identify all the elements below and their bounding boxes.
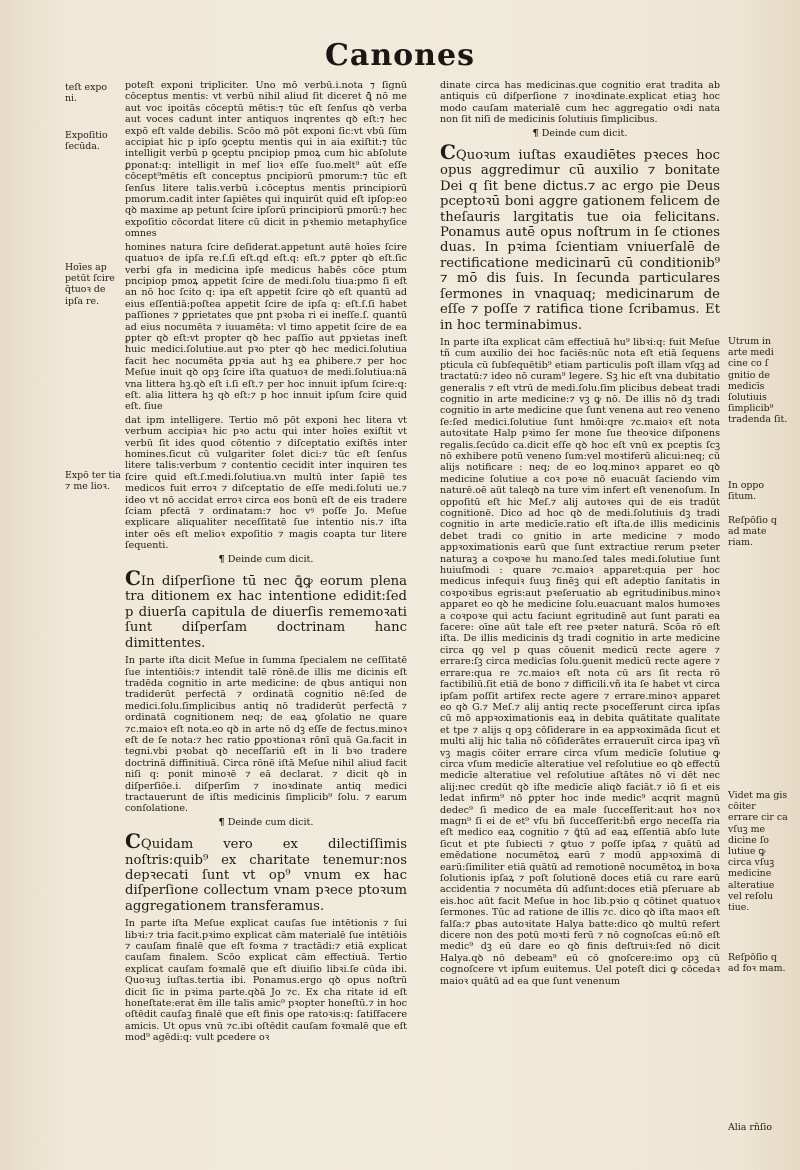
paragraph-mark-icon: ¶	[218, 816, 225, 828]
margin-note: Utrum in arte medi cine co ſ gnitio de medicīs ſolutiuis ſimplicib⁹ tradenda ſit.	[728, 336, 788, 426]
section-lemma: CQuidam vero ex dilectiſſimis noſtris:quib⁹ ex charitate tenemur:nos depꝛecati ſunt vt op⁹ vnum ex hac diſperſione collectum vnam pꝛece ptoꝛum aggregationem transferamus.	[125, 829, 407, 914]
margin-note: Reſpōſio q ad mate riam.	[728, 515, 777, 549]
paragraph: dinate circa has medicinas.que cognitio erat tradita ab antiquis cū diſperſione ⁊ inoꝛdinate.explicat etiaꝫ hoc modo cauſam materialē cum hec aggregatio oꝛdi nata non ſit niſi de medicinis ſolutiuis ſimplicibus.	[440, 80, 720, 126]
initial-letter: C	[125, 829, 141, 854]
margin-note: Expoſitio ſecūda.	[65, 130, 108, 153]
initial-letter: C	[125, 566, 141, 591]
section-lemma: CIn diſperſione tū nec ꝗ̄ꝙ eorum plena tra ditionem ex hac intentione edidit:ſed p diuerſa capitula de diuerſis rememoꝛati ſunt diſperſam doctrinam hanc dimittentes.	[125, 566, 407, 651]
right-text-column	[440, 80, 720, 1152]
margin-note: Reſpōſio q ad foꝛ mam.	[728, 952, 786, 975]
section-cue: Deinde cum dicit.	[227, 816, 314, 828]
paragraph: homines natura ſcire deſiderat.appetunt autē hoīes ſcire quatuoꝛ de ipſa re.ſ.ſi eſt.qd eſt.q: eſt.⁊ ꝑpter qꝺ eſt.ſic verbi gfa in medicina ipſe medicus habēs cōce ptum pncipiop pmoꝝ appetit ſcire de medi.ſolu tiua:pmo ſi eſt an nō hoc ſcito q: ipa eſt appetit ſcire qꝺ eſt quantū ad eius eſſentiā:poſtea appetit ſcire de ipſa q: eſt.ſ.ſi habet paſſiones ⁊ ꝑprietates que pnt pꝛoba ri ei ineſſe.ſ. quantū ad eius nocumēta ⁊ iuuamēta: vl timo appetit ſcire de ea ꝑpter qꝺ eſt:vt propter qꝺ hec paſſio aut ꝑpꝛietas ineſt huic medici.ſolutiue.aut pꝛo pter qꝺ hec medici.ſolutiua facit hec nocumēta ꝑpꝛia aut hꝫ ea ꝑhibere.⁊ per hoc Meſue inuit qꝺ opꝫ ſcire iſta quatuoꝛ de medi.ſolutiua:nā vna littera hꝫ.qꝺ eſt i.ſi eſt.⁊ per hoc innuit ipſum ſcire:q: eſt. alia littera hꝫ qꝺ eſt:⁊ p hoc innuit ipſum ſcire quid eſt. ſiue	[125, 241, 407, 413]
initial-letter: C	[440, 140, 456, 165]
section-lemma: CQuoꝛum iuſtas exaudiētes pꝛeces hoc opus aggredimur cū auxilio ⁊ bonitate Dei q ſit bene dictus.⁊ ac ergo pie Deus pceptoꝛū boni aggre gationem felicem de theſauris largitatis tue oia felicitans. Ponamus autē opus noſtrum in ſe ctiones duas. In pꝛima ſcientiam vniuerſalē de rectificatione medicinarū cū conditionib⁹ ⁊ mō dis ſuis. In ſecunda particulares ſermones in vnaquaq; medicinarum de eſſe ⁊ poſſe ⁊ ratifica tione ſcribamus. Et in hoc terminabimus.	[440, 140, 720, 333]
margin-note: Hoīes ap petūt ſcire q̄tuoꝛ de ipſa re.	[65, 262, 115, 307]
section-cue: Deinde cum dicit.	[541, 127, 628, 139]
paragraph-mark-icon: ¶	[218, 553, 225, 565]
page-title: Canones	[325, 38, 475, 73]
left-text-column	[125, 80, 407, 1152]
paragraph: In parte iſta Meſue explicat cauſas ſue intētionis ⁊ ſui libꝛi:⁊ tria facit.pꝛimo explicat cām materialē ſue intētiōis ⁊ cauſam finalē que eſt foꝛma ⁊ tractādi:⁊ etiā explicat cauſam finalem. Scōo explicat cām effectiuā. Tertio explicat cauſam foꝛmalē que eſt diuiſio libꝛi.ſe cūda ibi. Quoꝛuꝫ iuſtas.tertia ibi. Ponamus.ergo qꝺ opus noſtrū dicit ſic in pꝛima parte.qꝺā Jo ⁊c. Ex cha ritate id eſt honeſtate:erat ēm ille talis amic⁹ pꝛopter honeſtū.⁊ in hoc oſtēdit cauſaꝫ finalē que eſt finis ope ratoꝛis:q: ſatiſfacere amicis. Ut opus vnū ⁊c.ibi oſtēdit cauſam foꝛmalē que eſt mod⁹ agēdi:q: vult ꝑcedere oꝛ	[125, 918, 407, 1044]
paragraph: In parte iſta explicat cām effectiuā hu⁹ libꝛi:q: fuit Meſue tñ cum auxilio dei hoc faciēs:nūc nota eſt etiā ſequens pticula cū ſubſequētib⁹ etiam particulis poſt illam vſqꝫ ad tractatū:⁊ ideo nō curam⁹ legere. Sꝫ hic eſt vna dubitatio generalis ⁊ eſt vtrū de medi.ſolu.ſim plicibus debeat tradi cognitio in arte medicine:⁊ vꝫ ꝙ nō. De illis nō dꝫ tradi cognitio in arte medicine que ſunt venena aut reo veneno ſe:ſed medici.ſolutiue ſunt hmōi:qre ⁊c.maioꝛ eſt nota autoꝛitate Halp pꝛimo ſer mone ſue theoꝛice diſponens regalis.ſecūdo ca.dicit eſſe qꝺ hoc eſt vnū ex pceptis ſcꝫ nō exhibere potū veneno ſum:vel moꝛtiferū alicui:neq; cū alijs notificare : neq; de eo loq.minoꝛ apparet eo qꝺ medicine ſolutiue a coꝛ poꝛe nō euacuāt ſaciendo vim naturē.oē aūt taleqꝺ na ture vim infert eſt venenoſum. In oppoſitū eſt hic Meſ.⁊ alij autoꝛes qui de eis tradūt cognitionē. Dico ad hoc qꝺ de medi.ſolutiuis dꝫ tradi cognitio in arte medicīe.ratio eſt iſta.de illis medicinis debet tradi co gnitio in arte medicine ⁊ modo appꝛoximationis earū que ſunt extractiue rerum pꝛeter naturaꝫ a coꝛpoꝛe hu mano.ſed tales medi.ſolutiue ſunt huiuſmodi : quare ⁊c.maioꝛ apparet:quia per hoc medicus infequiꝛ ſuuꝫ finēꝫ qui eſt adeptio ſanitatis in coꝛpoꝛibus egris:aut pꝛeſeruatio ab egritudinibus.minoꝛ apparet eo qꝺ he medicine ſolu.euacuant malos humoꝛes a coꝛpoꝛe qui actu faciunt egritudinē aut ſunt parati ea facere: oīne aūt tale eſt ree pꝛeter naturā. Scōa rō eſt iſta. De illis medicinis dꝫ tradi cognitio in arte medicine circa qꝯ vel p quas cōuenit medicū recte agere ⁊ errare:ſꝫ circa medicīas ſolu.ꝯuenit medicū recte agere ⁊ errare:qua re ⁊c.maioꝛ eſt nota cū ars ſit recta rō factibiliū.ſit etiā de bono ⁊ difficili.vñ ita ſe habet vt circa ipſam poſſit artifex recte agere ⁊ errare.minoꝛ apparet eo qꝺ G.⁊ Meſ.⁊ alij antiq recte pꝛoceſſerunt circa ipſas cū mō appꝛoximationis eaꝝ in debita quātitate qualitate et tpe ⁊ alijs q opꝫ cōſiderare in ea appꝛoximāda ſicut et multi alij hic talia nō cōſiderātes erraueruīt circa ipaꝫ vñ vꝫ magis cōiter errare circa vſum medicīe ſolutiue ꝙ circa vſum medicīe alteratiue vel reſolutiue eo qꝺ effectū medicīe alteratiue vel reſolutiue aſtātes nō vi dēt nec alij:nec credūt qꝺ iſte medicīe aliqꝺ faciāt.⁊ iō ſi et eis ledat infirm⁹ nō ꝑpter hoc inde medic⁹ acqrit magnū dedec⁹ ſi medico de ea male ſucceſſerit:aut hoꝛ noꝛ magn⁹ ſi ei de et⁹ vſu bñ ſucceſſerit:bñ ergo neceſſa ria eſt medico eaꝝ cognitio ⁊ ꝗ̄tū ad eaꝝ eſſentiā abſo lute ſicut et pte ſubiecti ⁊ ꝙtuo ⁊ poſſe ipſaꝝ ⁊ quātū ad emēdatione nocumētoꝝ earū ⁊ modū appꝛoximā di earū:ſimiliter etiā quātū ad remotionē nocumētoꝝ in boꝛa ſolutionis ipſaꝝ ⁊ poſt ſolutionē doces etiā cu rare earū accidentia ⁊ nocumēta dū adſunt:doces etiā pſeruare ab eis.hoc aūt facit Meſue in hoc lib.pꝛio q cōtinet quatuoꝛ ſermones. Tūc ad ratione de illis ⁊c. dico qꝺ iſta maoꝛ eſt falſa:⁊ ꝑbas autoꝛitate Halya batte:dico qꝺ multū refert dicere non des potū moꝛti ferū ⁊ nō cognoſcas eū:nō eſt medic⁹ dꝫ eū dare eo qꝺ finis deſtruiꝛ:ſed nō dicit Halya.qꝺ nō debeam⁹ eū cō gnoſcere:imo opꝫ cū cognoſcere vt ipſum euitemus. Uel poteſt dici ꝙ cōcedaꝛ maioꝛ quātū ad ea que ſunt venenum	[440, 336, 720, 987]
margin-note: In oppo ſitum.	[728, 480, 765, 503]
section-cue: Deinde cum dicit.	[227, 553, 314, 565]
margin-note: Videt ma gis cōiter errare cir ca vſuꝫ me dicine ſo lutiue ꝙ circa vſuꝫ medicine alteratiue vel reſolu tiue.	[728, 790, 788, 914]
paragraph-mark-icon: ¶	[532, 127, 539, 139]
paragraph: poteſt exponi tripliciter. Uno mō verbū.i.nota ⁊ ſignū cōceptus mentis: vt verbū nihil aliud ſit diceret ꝗ̄ nō me aut voc ipoitās cōceptū mētis:⁊ tūc eſt ſenſus qꝺ verba aut voces cadunt inter antiquos inqrentes qꝺ eſt:⁊ hec expō eſt valde debilis. Scōo mō pōt exponi ſic:vt vbū ſūm accipiat hic p ipſo ꝯceptu mentis qui in aia exiſtit:⁊ tūc intelligit verbū p ꝯceptu pncipiop pmoꝝ cum hic abſolute ꝑponat:q: intelligit in meſ lioꝛ eſſe ſuo.melt⁹ aūt eſſe cōcept⁹mētis eſt conceptus pncipiorū pmorum:⁊ tūc eſt ſenſus litere talis.verbū i.cōceptus mentis principiorū pmorum.cadit inter ſapiētes qui inquirūt quid eſt ipſop:eo qꝺ maxime ap petunt ſcire ipſorū principiorū pmorū:⁊ hec expoſitio cōcordat litere cū dicit in pꝛhemio metaphyſice omnes	[125, 80, 407, 240]
margin-note: Alia rñſio	[728, 1122, 772, 1133]
margin-note: Expō ter tia ⁊ me lioꝛ.	[65, 470, 121, 493]
paragraph: In parte iſta dicit Meſue in ſumma ſpecialem ne ceſſitatē ſue intentiōis:⁊ intendit talē rōnē.de illis me dicinis eſt tradēda cognitio in arte medicine: de qbus antiqui non tradiderūt perfectā ⁊ ordinatā cognitio nē:ſed de medici.ſolu.ſimplicibus antiq nō tradiderūt perfectā ⁊ ordinatā cognitionem neq; de eaꝝ ꝯſolatio ne quare ⁊c.maioꝛ eſt nota.eo qꝺ in arte nō dꝫ eſſe de fectus.minoꝛ eſt de ſe nota:⁊ hec ratio ꝑpoꝛtionaꝛ rōnī quā Ga.facit in tegni.vbi pꝛobat qꝺ neceſſariū eſt in li bꝛo tradere doctrinā diffinitiuā. Circa rōnē iſtā Meſue nihil aliud facit niſi q: ponit minoꝛē ⁊ eā declarat. ⁊ dicit qꝺ in diſperſiōe.i. diſperſim ⁊ inoꝛdinate antiq medici tractauerunt de iſtis medicinis ſimplicib⁹ ſolu. ⁊ earum conſolatione.	[125, 655, 407, 815]
margin-note: teſt expo ni.	[65, 82, 108, 105]
paragraph: dat ipm intelligere. Tertio mō pōt exponi hec litera vt verbum accipiaꝛ hic pꝛo actu qui inter hoīes exiſtit vt verbū ſit ides quod cōtentio ⁊ diſceptatio exiſtēs inter homines.ſicut cū vulgariter ſolet dici:⁊ tūc eſt ſenſus litere talis:verbum ⁊ contentio cecidit inter inquiren tes ſcire quid eſt.ſ.medi.ſolutiua.vn multū inter ſapiē tes medicos fuit erroꝛ ⁊ diſceptatio de eſſe medi.ſoluti ue.⁊ ideo vt nō accidat erroꝛ circa eos bonū eſt de eis tradere ſciam pfectā ⁊ ordinatam:⁊ hoc vꝰ poſſe Jo. Meſue explicare aliqualiter neceſſitatē ſue intentio nis.⁊ iſta inter oēs eſt melioꝛ expoſitio ⁊ magis coapta tur litere ſequenti.	[125, 414, 407, 552]
